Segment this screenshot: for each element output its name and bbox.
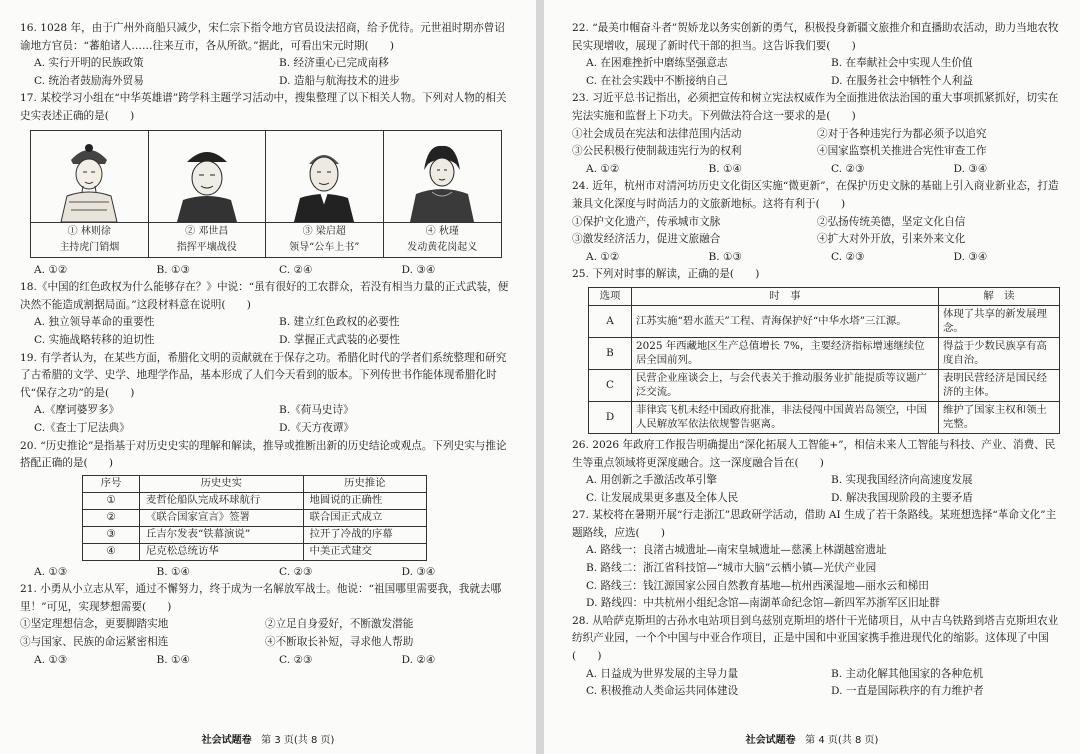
question-stem: 20. “历史推论”是指基于对历史史实的理解和解读，推导或推断出新的历史结论或观点。下列史实与推论搭配正确的是( ) xyxy=(20,439,507,470)
option-c[interactable]: C.《查士丁尼法典》 xyxy=(34,421,130,434)
table-row[interactable]: D 菲律宾飞机未经中国政府批准，非法侵闯中国黄岩岛领空，中国人民解放军依法依规警告驱离。 维护了国家主权和领土完整。 xyxy=(589,401,1060,433)
option-a[interactable]: A. ①② xyxy=(586,162,620,175)
question-stem: 27. 某校将在暑期开展“行走浙江”思政研学活动，借助 AI 生成了若干条路线。某班想选择“革命文化”主题路线，应选( ) xyxy=(572,509,1057,539)
portrait-deng-shichang-image xyxy=(167,134,247,222)
question-stem: 22. “最美巾帼奋斗者”贺娇龙以务实创新的勇气，积极投身新疆文旅推介和直播助农活动，助力当地农牧民实现增收，展现了新时代干部的担当。这告诉我们要( ) xyxy=(572,22,1059,52)
table-header-row xyxy=(589,287,1060,305)
portrait-caption: ② 邓世昌 指挥平壤战役 xyxy=(149,222,266,257)
portrait-cell xyxy=(266,131,384,257)
footer-subject: 社会试题卷 xyxy=(745,735,796,746)
question-27 xyxy=(572,507,1062,613)
option-d[interactable]: D. 解决我国现阶段的主要矛盾 xyxy=(831,491,973,504)
statement-item: ①坚定理想信念，更要脚踏实地 xyxy=(20,618,169,631)
question-stem: 25. 下列对时事的解读，正确的是( ) xyxy=(572,268,760,281)
statement-item: ③与国家、民族的命运紧密相连 xyxy=(20,636,169,649)
option-c[interactable]: C. 在社会实践中不断接纳自己 xyxy=(586,74,728,87)
question-16 xyxy=(20,20,510,90)
question-26 xyxy=(572,437,1062,507)
table-header: 序号 xyxy=(83,475,140,492)
question-stem: 28. 从哈萨克斯坦的古孙水电站项目到乌兹别克斯坦的塔什干光储项目，从中吉乌铁路到塔吉克斯坦农业纺织产业园，一个个中国与中亚合作项目，正是中国和中亚国家携手推进现代化的缩影。这体现了中国( ) xyxy=(572,614,1059,663)
statement-list xyxy=(572,126,1062,161)
option-c[interactable]: C. ②③ xyxy=(279,653,313,666)
table-header: 时 事 xyxy=(632,287,939,305)
statement-item: ②立足自身爱好，不断激发潜能 xyxy=(265,618,414,631)
statement-item: ②对于各种违宪行为都必须予以追究 xyxy=(817,127,987,140)
option-list xyxy=(572,161,1062,179)
portrait-cell xyxy=(149,131,267,257)
exam-page-4 xyxy=(544,0,1080,754)
question-stem: 16. 1028 年，由于广州外商船只减少，宋仁宗下指令地方官员设法招商，给予优待。元世祖时期亦曾诏谕地方官员：“蕃舶诸人……往来互市，各从所欲。”据此，可看出宋元时期( ) xyxy=(20,22,505,52)
option-b[interactable]: B. ①④ xyxy=(156,653,191,666)
portrait-caption: ① 林则徐 主持虎门销烟 xyxy=(31,222,148,257)
option-d[interactable]: D. 在服务社会中牺牲个人利益 xyxy=(831,74,973,87)
option-list xyxy=(20,564,510,582)
option-a[interactable]: A. ①③ xyxy=(34,653,68,666)
option-c[interactable]: C. 统治者鼓励海外贸易 xyxy=(34,74,144,87)
option-list xyxy=(20,262,510,280)
question-18 xyxy=(20,279,510,349)
option-list xyxy=(20,652,510,670)
table-row[interactable]: B 2025 年西藏地区生产总值增长 7%，主要经济指标增速继续位居全国前列。 得益于少数民族享有高度自治。 xyxy=(589,337,1060,369)
table-header-row xyxy=(83,475,427,492)
statement-item: ①保护文化遗产，传承城市文脉 xyxy=(572,215,721,228)
option-a[interactable]: A.《摩诃婆罗多》 xyxy=(34,404,120,417)
question-24 xyxy=(572,178,1062,266)
question-stem: 18.《中国的红色政权为什么能够存在？》中说：“虽有很好的工农群众，若没有相当力量的正式武装，便决然不能造成割据局面。”这段材料意在说明( ) xyxy=(20,281,509,311)
statement-item: ①社会成员在宪法和法律范围内活动 xyxy=(572,127,742,140)
option-b[interactable]: B. 主动化解其他国家的各种危机 xyxy=(831,667,984,680)
table-header: 历史史实 xyxy=(140,475,304,492)
footer-page-number: 第 3 页(共 8 页) xyxy=(261,735,335,746)
option-d[interactable]: D. 掌握正式武装的必要性 xyxy=(279,333,400,346)
table-row: ② 《联合国家宣言》签署 联合国正式成立 xyxy=(83,509,427,526)
question-21 xyxy=(20,581,510,669)
statement-item: ②弘扬传统美德，坚定文化自信 xyxy=(817,215,966,228)
option-d[interactable]: D. ③④ xyxy=(953,250,988,263)
option-b[interactable]: B. ①③ xyxy=(708,250,743,263)
table-row[interactable]: C 民营企业座谈会上，与会代表关于推动服务业扩能提质等议题广泛交流。 表明民营经济是国民经济的主体。 xyxy=(589,369,1060,401)
page-footer xyxy=(0,731,536,746)
portrait-lin-zexu-image xyxy=(49,134,129,222)
portrait-table xyxy=(30,130,502,258)
option-a[interactable]: A. ①③ xyxy=(34,565,68,578)
option-d[interactable]: D. ③④ xyxy=(953,162,988,175)
option-d[interactable]: D. 造船与航海技术的进步 xyxy=(279,74,400,87)
question-stem: 23. 习近平总书记指出，必须把宣传和树立宪法权威作为全面推进依法治国的重大事项抓紧抓好，切实在宪法实施和监督上下功夫。下列做法符合这一要求的是( ) xyxy=(572,92,1059,122)
option-a[interactable]: A. ①② xyxy=(34,263,68,276)
portrait-cell xyxy=(384,131,502,257)
option-d[interactable]: D. ③④ xyxy=(401,565,436,578)
option-list xyxy=(20,402,510,437)
option-d[interactable]: D. ③④ xyxy=(401,263,436,276)
question-20 xyxy=(20,438,510,582)
option-c[interactable]: C. ②③ xyxy=(831,250,865,263)
portrait-liang-qichao-image xyxy=(284,134,364,222)
table-header: 历史推论 xyxy=(303,475,426,492)
question-23 xyxy=(572,90,1062,178)
statement-item: ④国家监察机关推进合宪性审查工作 xyxy=(817,145,987,158)
table-header: 选项 xyxy=(589,287,632,305)
option-c[interactable]: C. ②③ xyxy=(831,162,865,175)
option-d[interactable]: D. ②④ xyxy=(401,653,436,666)
exam-page-3 xyxy=(0,0,536,754)
statement-item: ④扩大对外开放，引来外来文化 xyxy=(817,233,966,246)
option-b[interactable]: B. 实现我国经济向高速度发展 xyxy=(831,474,973,487)
statement-item: ④不断取长补短，寻求他人帮助 xyxy=(265,636,414,649)
option-c[interactable]: C. 路线三：钱江源国家公园自然教育基地—杭州西溪湿地—丽水云和梯田 xyxy=(586,579,929,592)
option-b[interactable]: B.《荷马史诗》 xyxy=(279,404,354,417)
option-c[interactable]: C. ②③ xyxy=(279,565,313,578)
option-d[interactable]: D.《天方夜谭》 xyxy=(279,421,355,434)
option-a[interactable]: A. ①② xyxy=(586,250,620,263)
footer-page-number: 第 4 页(共 8 页) xyxy=(805,735,879,746)
question-25 xyxy=(572,266,1062,434)
option-b[interactable]: B. ①③ xyxy=(156,263,191,276)
statement-item: ③激发经济活力，促进文旅融合 xyxy=(572,233,721,246)
table-row: ③ 丘吉尔发表“铁幕演说” 拉开了冷战的序幕 xyxy=(83,526,427,543)
table-header: 解 读 xyxy=(939,287,1060,305)
question-17 xyxy=(20,90,510,279)
portrait-cell xyxy=(31,131,149,257)
option-list xyxy=(572,666,1062,701)
question-stem: 21. 小勇从小立志从军，通过不懈努力，终于成为一名解放军战士。他说：“祖国哪里需要我，我就去哪里！”可见，实现梦想需要( ) xyxy=(20,583,502,613)
question-stem: 19. 有学者认为，在某些方面，希腊化文明的贡献就在于保存之功。希腊化时代的学者们系统整理和研究了古希腊的文学、史学、地理学作品，基本形成了人们今天看到的版本。下列传世书作能体现希腊化时代“保存之功”的是( ) xyxy=(20,351,507,399)
option-b[interactable]: B. ①④ xyxy=(156,565,191,578)
current-events-table xyxy=(588,287,1060,434)
history-table xyxy=(82,475,427,561)
option-a[interactable]: A. 路线一：良渚古城遗址—南宋皇城遗址—慈溪上林湖越窑遗址 xyxy=(586,544,887,557)
option-list xyxy=(20,314,510,349)
option-b[interactable]: B. 经济重心已完成南移 xyxy=(279,57,389,70)
table-row: ④ 尼克松总统访华 中美正式建交 xyxy=(83,543,427,560)
portrait-caption: ③ 梁启超 领导“公车上书” xyxy=(266,222,383,257)
footer-subject: 社会试题卷 xyxy=(201,735,252,746)
option-d[interactable]: D. 路线四：中共杭州小组纪念馆—南湖革命纪念馆—新四军苏浙军区旧址群 xyxy=(586,597,940,610)
table-row: ① 麦哲伦船队完成环球航行 地圆说的正确性 xyxy=(83,492,427,509)
table-row[interactable]: A 江苏实施“碧水蓝天”工程、青海保护好“中华水塔”三江源。 体现了共享的新发展理念。 xyxy=(589,305,1060,337)
statement-list xyxy=(20,616,510,651)
option-d[interactable]: D. 一直是国际秩序的有力维护者 xyxy=(831,685,984,698)
option-a[interactable]: A. 独立领导革命的重要性 xyxy=(34,316,155,329)
option-a[interactable]: A. 在困难挫折中磨练坚强意志 xyxy=(586,57,728,70)
option-c[interactable]: C. 实施战略转移的迫切性 xyxy=(34,333,155,346)
option-a[interactable]: A. 日益成为世界发展的主导力量 xyxy=(586,667,739,680)
option-a[interactable]: A. 用创新之手激活改革引擎 xyxy=(586,474,717,487)
question-stem: 26. 2026 年政府工作报告明确提出“深化拓展人工智能+”，相信未来人工智能与科技、产业、消费、民生等重点领域将更深度融合。这一深度融合旨在( ) xyxy=(572,438,1056,469)
portrait-qiu-jin-image xyxy=(402,134,482,222)
option-list xyxy=(572,249,1062,267)
option-list xyxy=(572,55,1062,90)
statement-item: ③公民积极行使制裁违宪行为的权利 xyxy=(572,145,742,158)
option-b[interactable]: B. ①④ xyxy=(708,162,743,175)
question-stem: 17. 某校学习小组在“中华英雄谱”跨学科主题学习活动中，搜集整理了以下相关人物。下列对人物的相关史实表述正确的是( ) xyxy=(20,92,507,122)
portrait-caption: ④ 秋瑾 发动黄花岗起义 xyxy=(384,222,502,257)
option-b[interactable]: B. 建立红色政权的必要性 xyxy=(279,316,400,329)
option-b[interactable]: B. 路线二：浙江省科技馆—“城市大脑”云栖小镇—光伏产业园 xyxy=(586,562,877,575)
option-a[interactable]: A. 实行开明的民族政策 xyxy=(34,57,144,70)
option-c[interactable]: C. 让发展成果更多惠及全体人民 xyxy=(586,491,739,504)
option-list xyxy=(572,472,1062,507)
option-list xyxy=(572,542,1062,612)
question-28 xyxy=(572,613,1062,701)
option-c[interactable]: C. ②④ xyxy=(279,263,313,276)
question-19 xyxy=(20,350,510,438)
question-22 xyxy=(572,20,1062,90)
question-stem: 24. 近年，杭州市对清河坊历史文化街区实施“微更新”，在保护历史文脉的基础上引入商业新业态，打造兼具文化深度与时尚活力的文旅新地标。这将有利于( ) xyxy=(572,180,1059,210)
option-b[interactable]: B. 在奉献社会中实现人生价值 xyxy=(831,57,973,70)
page-footer xyxy=(544,731,1080,746)
option-c[interactable]: C. 积极推动人类命运共同体建设 xyxy=(586,685,739,698)
option-list xyxy=(20,55,510,90)
statement-list xyxy=(572,214,1062,249)
